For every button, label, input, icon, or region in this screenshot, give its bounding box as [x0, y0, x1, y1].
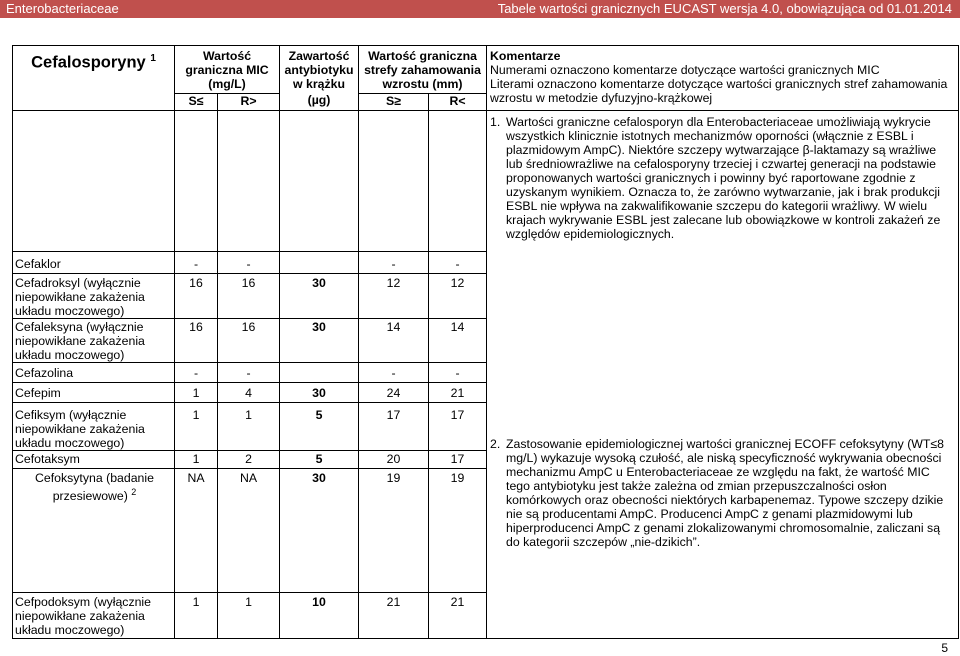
- mic-s-value: 1: [175, 383, 218, 403]
- disk-value: 30: [280, 274, 359, 319]
- zone-r-value: 14: [429, 319, 487, 363]
- mic-r-value: 4: [218, 383, 280, 403]
- zone-r-value: 21: [429, 593, 487, 639]
- disk-value: 30: [280, 319, 359, 363]
- drug-name: Cefadroksyl (wyłącznie niepowikłane zakażenia układu moczowego): [13, 274, 175, 319]
- drug-name: Cefazolina: [13, 363, 175, 383]
- drug-name: Cefaklor: [13, 252, 175, 274]
- zone-r-value: 17: [429, 451, 487, 469]
- mic-s-value: 1: [175, 403, 218, 451]
- zone-s-value: 24: [359, 383, 429, 403]
- zone-s-value: 14: [359, 319, 429, 363]
- mic-r-value: 1: [218, 403, 280, 451]
- zone-s-value: 21: [359, 593, 429, 639]
- mic-s-value: NA: [175, 469, 218, 593]
- mic-r-value: 16: [218, 274, 280, 319]
- header-row: [13, 46, 959, 94]
- comment-2: 2. Zastosowanie epidemiologicznej wartości granicznej ECOFF cefoksytyny (WT≤8 mg/L) wykazuje wysoką czułość, ale niską specyficzność wykrywania obecności mechanizmu AmpC u Enterobacteriaceae ze względu na fakt, że wartość MIC tego antybiotyku jest także zależna od zmian przepuszczalności osłon komórkowych oraz obecności niektórych karbapenemaz. Typowe szczepy dzikie nie są producentami AmpC. Producenci AmpC z genami plazmidowymi lub hiperproducenci AmpC z genami zlokalizowanymi chromosomalnie, zaliczani są do kategorii szczepów „nie-dzikich”.: [490, 437, 945, 549]
- comments-cell: [487, 111, 959, 639]
- mic-r-value: -: [218, 252, 280, 274]
- drug-name: Cefaleksyna (wyłącznie niepowikłane zakażenia układu moczowego): [13, 319, 175, 363]
- mic-r-header: R>: [218, 94, 280, 111]
- mic-s-header: S≤: [175, 94, 218, 111]
- comment-1-row: [13, 111, 959, 252]
- disk-value: 5: [280, 451, 359, 469]
- mic-r-value: NA: [218, 469, 280, 593]
- mic-s-value: 16: [175, 319, 218, 363]
- drug-name: Cefpodoksym (wyłącznie niepowikłane zakażenia układu moczowego): [13, 593, 175, 639]
- header-right-title: Tabele wartości granicznych EUCAST wersja 4.0, obowiązująca od 01.01.2014: [497, 1, 952, 16]
- comment-1: 1. Wartości graniczne cefalosporyn dla Enterobacteriaceae umożliwiają wykrycie wszystkich klinicznie istotnych mechanizmów oporności (włącznie z ESBL i plazmidowym AmpC). Niektóre szczepy wytwarzające β-laktamazy są wrażliwe lub średniowrażliwe na cefalosporyny trzeciej i czwartej generacji na podstawie proponowanych wartości granicznych i powinny być raportowane zgodnie z uzyskanym wynikiem. Oznacza to, że zarówno wytwarzanie, jak i brak produkcji ESBL nie wpływa na zakwalifikowanie szczepu do kategorii wrażliwy. W wielu krajach wykrywanie ESBL jest zalecane lub obowiązkowe w kontroli zakażeń ze względów epidemiologicznych.: [490, 115, 941, 241]
- mic-header: Wartość graniczna MIC (mg/L): [175, 46, 280, 94]
- drug-name: Cefotaksym: [13, 451, 175, 469]
- zone-s-value: 19: [359, 469, 429, 593]
- disk-value: 30: [280, 383, 359, 403]
- drug-name: Cefoksytyna (badanie przesiewowe) $^2$: [13, 469, 175, 593]
- zone-s-value: 20: [359, 451, 429, 469]
- zone-s-value: 17: [359, 403, 429, 451]
- drug-name: Cefiksym (wyłącznie niepowikłane zakażenia układu moczowego): [13, 403, 175, 451]
- zone-s-header: S≥: [359, 94, 429, 111]
- mic-r-value: -: [218, 363, 280, 383]
- disk-value: 30: [280, 469, 359, 593]
- zone-r-value: -: [429, 252, 487, 274]
- mic-r-value: 16: [218, 319, 280, 363]
- comments-header: Komentarze Numerami oznaczono komentarze dotyczące wartości granicznych MIC Literami oznaczono komentarze dotyczące wartości granicznych stref zahamowania wzrostu w metodzie dyfuzyjno-krążkowej: [487, 46, 959, 111]
- mic-s-value: 1: [175, 593, 218, 639]
- breakpoint-table: [12, 45, 959, 639]
- header-left-title: Enterobacteriaceae: [6, 1, 119, 16]
- header-bar: [0, 0, 960, 18]
- disk-value: 10: [280, 593, 359, 639]
- mic-s-value: 1: [175, 451, 218, 469]
- zone-r-value: 17: [429, 403, 487, 451]
- mic-s-value: -: [175, 252, 218, 274]
- zone-s-value: -: [359, 252, 429, 274]
- zone-header: Wartość graniczna strefy zahamowania wzrostu (mm): [359, 46, 487, 94]
- zone-s-value: 12: [359, 274, 429, 319]
- mic-r-value: 2: [218, 451, 280, 469]
- disk-content-header: Zawartość antybiotyku w krążku (µg): [280, 46, 359, 111]
- disk-value: 5: [280, 403, 359, 451]
- mic-s-value: -: [175, 363, 218, 383]
- page-number: 5: [941, 641, 948, 655]
- disk-value: [280, 252, 359, 274]
- drug-name: Cefepim: [13, 383, 175, 403]
- zone-s-value: -: [359, 363, 429, 383]
- mic-r-value: 1: [218, 593, 280, 639]
- disk-value: [280, 363, 359, 383]
- table-title: Cefalosporyny $^1$: [13, 46, 175, 111]
- zone-r-value: 12: [429, 274, 487, 319]
- mic-s-value: 16: [175, 274, 218, 319]
- zone-r-value: 19: [429, 469, 487, 593]
- zone-r-header: R<: [429, 94, 487, 111]
- zone-r-value: 21: [429, 383, 487, 403]
- zone-r-value: -: [429, 363, 487, 383]
